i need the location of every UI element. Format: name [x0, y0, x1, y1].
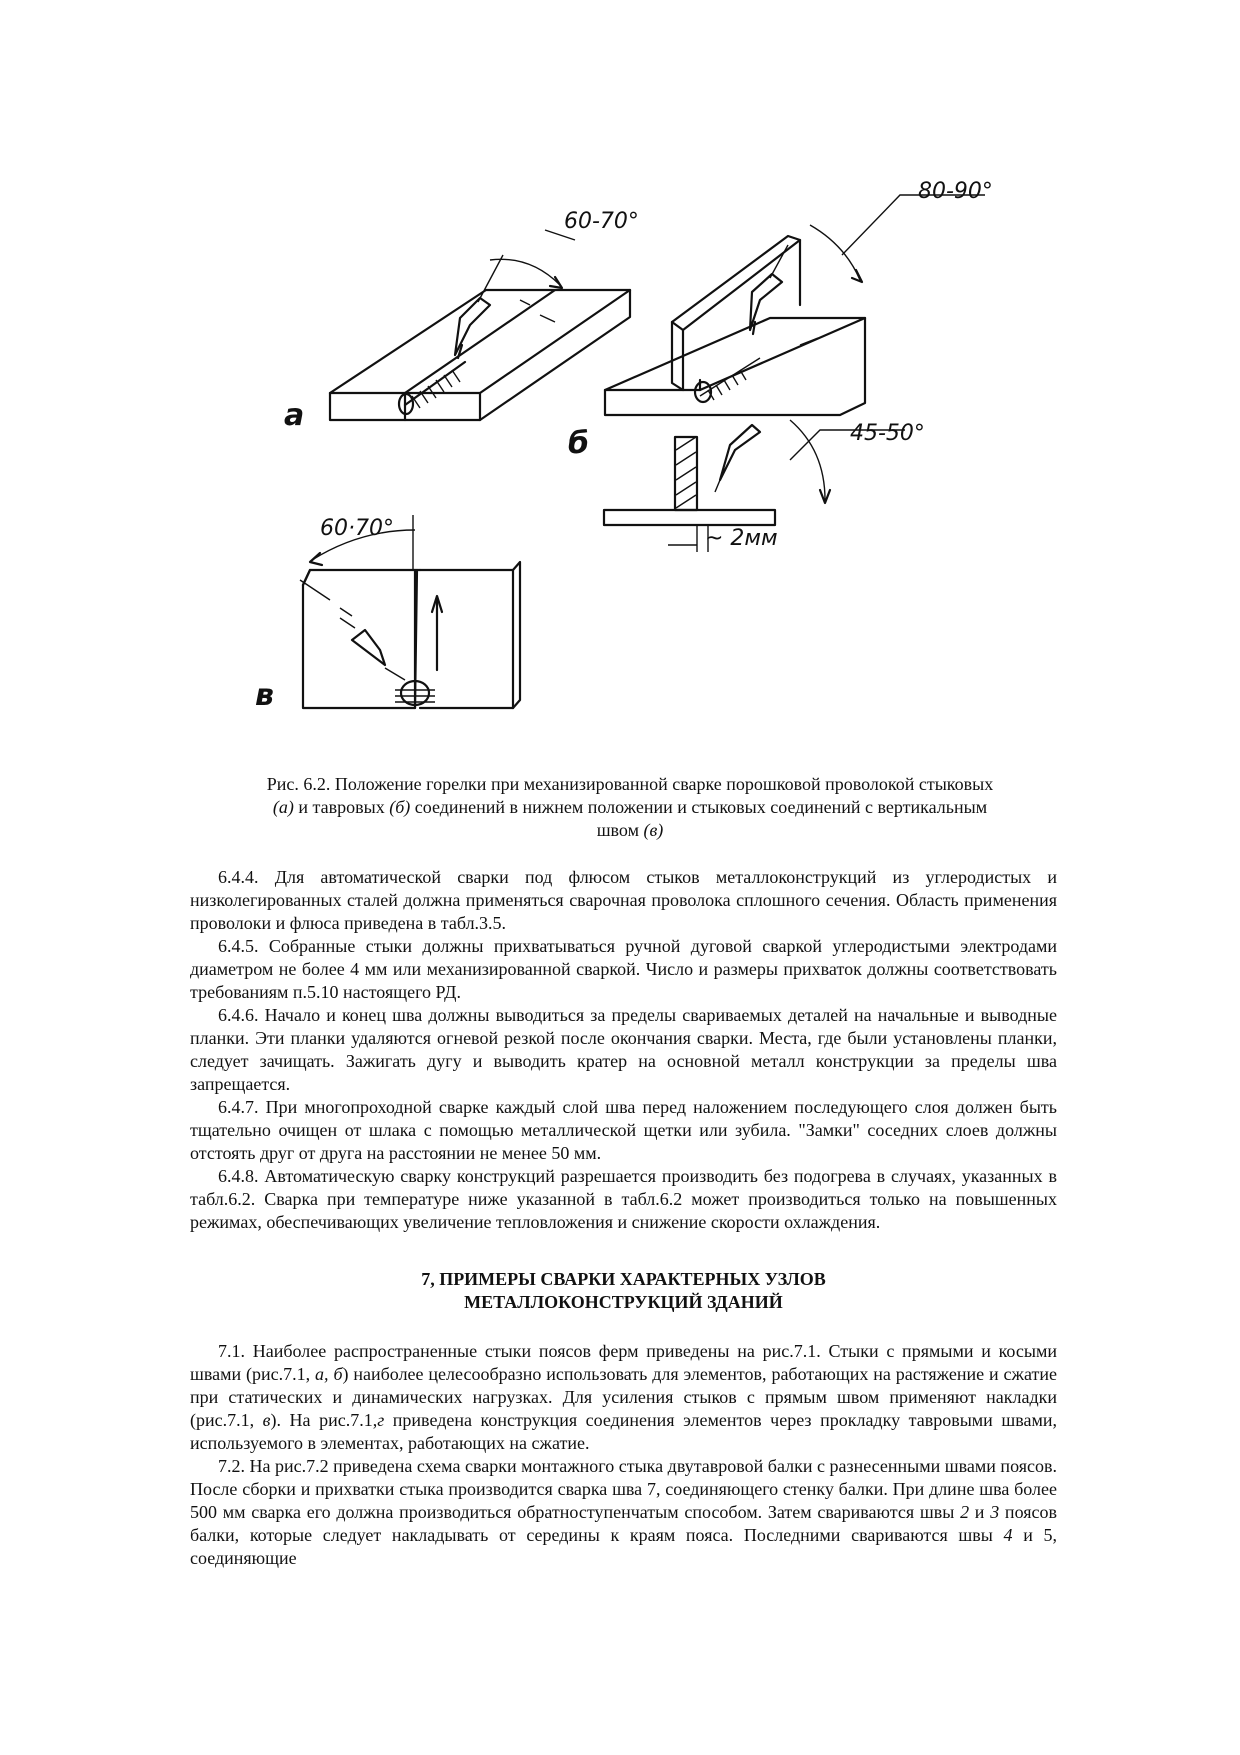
p71-text-3: ). На рис.7.1,	[270, 1410, 378, 1430]
caption-line-3	[200, 819, 1060, 842]
paragraph-6-4-8: 6.4.8. Автоматическую сварку конструкций разрешается производить без подогрева в случаях, указанных в табл.6.2. Сварка при температуре ниже указанной в табл.6.2 может производиться только на повышенных режимах, обеспечивающих увеличение тепловложения и снижение скорости охлаждения.	[190, 1166, 1057, 1232]
paragraph-6-4-4: 6.4.4. Для автоматической сварки под флюсом стыков металлоконструкций из углеродистых и низколегированных сталей должна применяться сварочная проволока сплошного сечения. Область применения проволоки и флюса приведена в табл.3.5.	[190, 867, 1057, 933]
caption-line-1	[200, 773, 1060, 796]
p71-text-2: ) наиболее целесообразно использовать для элементов, работающих на растяжение и сжатие при статических и динамических нагрузках. Для усиления стыков с прямым швом применяют накладки (рис.7.1,	[190, 1364, 1057, 1430]
panel-a-drawing	[330, 230, 630, 420]
gap-label: ~ 2мм	[705, 526, 778, 551]
figure-6-2	[0, 0, 1240, 760]
paragraph-7-2	[190, 1455, 1057, 1570]
paragraph-6-4-6: 6.4.6. Начало и конец шва должны выводиться за пределы свариваемых деталей на начальные и выводные планки. Эти планки удаляются огневой резкой после окончания сварки. Места, где были установлены планки, следует зачищать. Зажигать дугу и выводить кратер на основной металл конструкции за пределы шва запрещается.	[190, 1005, 1057, 1094]
welding-drawing	[0, 0, 1240, 760]
p72-ref-2: 3	[990, 1502, 1000, 1522]
panel-a-label: а	[284, 398, 305, 433]
caption-text-4: швом	[596, 820, 644, 840]
p71-ref-1: а, б	[315, 1364, 343, 1384]
paragraph-6-4-5: 6.4.5. Собранные стыки должны прихватываться ручной дуговой сваркой углеродистыми электродами диаметром не более 4 мм или механизированной сваркой. Число и размеры прихваток должны соответствовать требованиям п.5.10 настоящего РД.	[190, 936, 1057, 1002]
p71-text-1: 7.1. Наиболее распространенные стыки поясов ферм приведены на рис.7.1. Стыки с прямыми и косыми швами (рис.7.1,	[190, 1341, 1057, 1384]
caption-line-2	[200, 796, 1060, 819]
p72-text-1: 7.2. На рис.7.2 приведена схема сварки монтажного стыка двутавровой балки с разнесенными швами поясов. После сборки и прихватки стыка производится сварка шва 7, соединяющего стенку балки. При длине шва более 500 мм сварка его должна производиться обратноступенчатым способом. Затем свариваются швы	[190, 1456, 1057, 1522]
figure-caption	[200, 773, 1060, 842]
p71-ref-2: в	[262, 1410, 271, 1430]
panel-b-label: б	[568, 426, 589, 461]
angle-a-label: 60-70°	[564, 209, 639, 234]
caption-ref-v: (в)	[643, 820, 664, 840]
panel-b-drawing	[604, 195, 985, 552]
section-heading-7	[190, 1268, 1057, 1314]
p72-ref-3: 4	[1003, 1525, 1013, 1545]
p71-text-4: приведена конструкция соединения элементов через прокладку тавровыми швами, используемого в элементах, работающих на сжатие.	[190, 1410, 1057, 1453]
angle-b-top-label: 80-90°	[918, 179, 993, 204]
heading-line-1: 7, ПРИМЕРЫ СВАРКИ ХАРАКТЕРНЫХ УЗЛОВ	[421, 1269, 826, 1289]
caption-text-2: и тавровых	[293, 797, 390, 817]
caption-text-1: Рис. 6.2. Положение горелки при механизированной сварке порошковой проволокой стыковых	[266, 774, 994, 794]
p72-ref-1: 2	[960, 1502, 970, 1522]
angle-v-label: 60·70°	[320, 516, 394, 541]
caption-ref-b: (б)	[389, 797, 411, 817]
p72-text-2: и	[969, 1502, 991, 1522]
p71-ref-3: г	[377, 1410, 385, 1430]
heading-line-2: МЕТАЛЛОКОНСТРУКЦИЙ ЗДАНИЙ	[464, 1292, 783, 1312]
panel-v-label: в	[255, 678, 274, 713]
paragraph-6-4-7: 6.4.7. При многопроходной сварке каждый слой шва перед наложением последующего слоя должен быть тщательно очищен от шлака с помощью металлической щетки или зубила. "Замки" соседних слоев должны отстоять друг от друга на расстоянии не менее 50 мм.	[190, 1097, 1057, 1163]
paragraph-7-1	[190, 1340, 1057, 1455]
body-text	[190, 866, 1057, 1570]
caption-ref-a: (а)	[272, 797, 294, 817]
p72-text-3: поясов балки, которые следует накладывать от середины к краям пояса. Последними свариваются швы	[190, 1502, 1057, 1545]
angle-b-side-label: 45-50°	[850, 421, 925, 446]
p72-text-4: и 5, соединяющие	[190, 1525, 1057, 1568]
panel-v-drawing	[300, 515, 520, 708]
caption-text-3: соединений в нижнем положении и стыковых соединений с вертикальным	[410, 797, 988, 817]
